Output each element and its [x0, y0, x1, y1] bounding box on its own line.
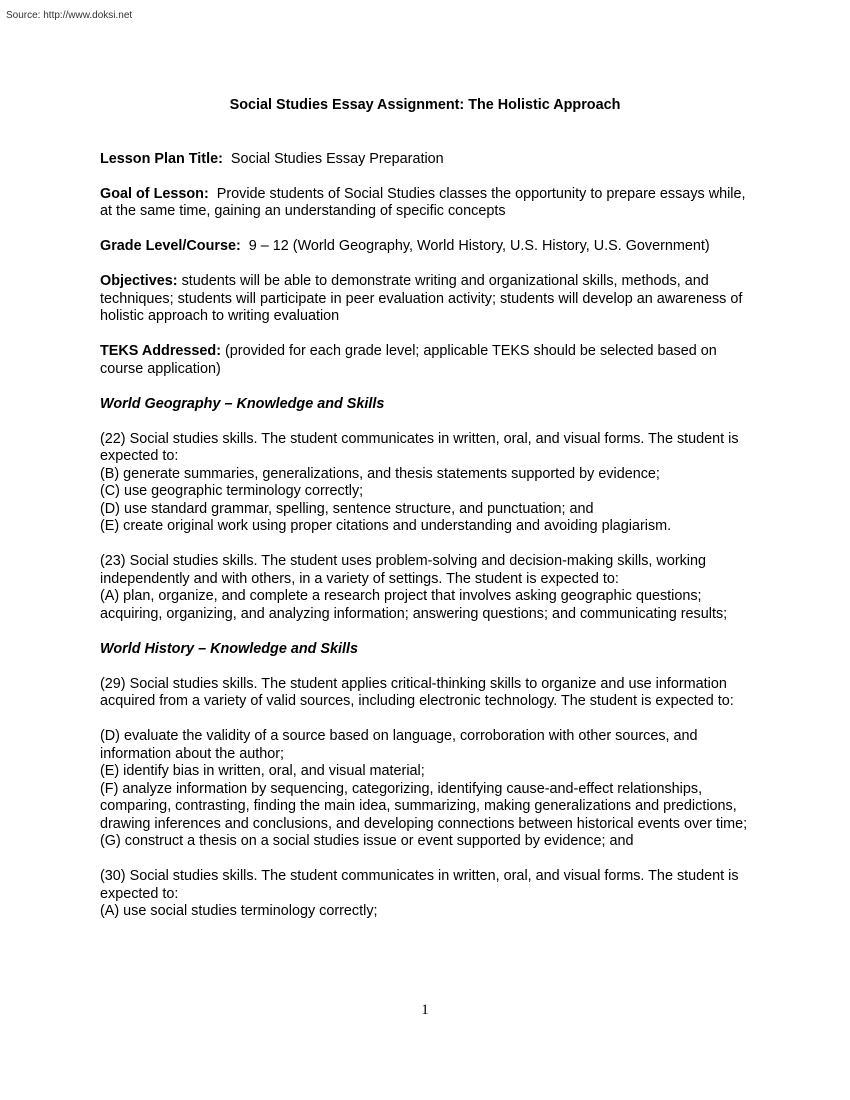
- field-teks-addressed: [100, 343, 760, 378]
- teks-intro: (23) Social studies skills. The student uses problem-solving and decision-making skills, working independently and with others, in a variety of settings. The student is expected to:: [100, 553, 707, 587]
- teks-item: (A) plan, organize, and complete a research project that involves asking geographic questions; acquiring, organizing, and analyzing information; answering questions; and communicating results;: [100, 588, 728, 622]
- document-title: Social Studies Essay Assignment: The Holistic Approach: [229, 97, 621, 113]
- field-label: Goal of Lesson:: [100, 185, 209, 202]
- field-label: TEKS Addressed:: [100, 343, 222, 359]
- teks-item: (E) create original work using proper citations and understanding and avoiding plagiarism.: [100, 518, 672, 534]
- teks-item: (E) identify bias in written, oral, and visual material;: [100, 763, 425, 779]
- teks-block-29-items: [100, 728, 760, 851]
- teks-item: (B) generate summaries, generalizations, and thesis statements supported by evidence;: [100, 465, 660, 482]
- teks-block-29: [100, 676, 760, 711]
- teks-item: (G) construct a thesis on a social studies issue or event supported by evidence; and: [100, 833, 634, 849]
- field-label: Objectives:: [100, 273, 178, 289]
- field-objectives: [100, 273, 760, 326]
- teks-item: (F) analyze information by sequencing, categorizing, identifying cause-and-effect relationships, comparing, contrasting, finding the main idea, summarizing, making generalizations and predictions, drawing inferences and conclusions, and developing connections between historical events over time;: [100, 780, 748, 832]
- teks-intro: (30) Social studies skills. The student communicates in written, oral, and visual forms. The student is expected to:: [100, 868, 739, 902]
- field-label: Grade Level/Course:: [100, 238, 241, 254]
- teks-intro: (22) Social studies skills. The student communicates in written, oral, and visual forms. The student is expected to:: [100, 430, 739, 464]
- field-value: Social Studies Essay Preparation: [230, 150, 444, 167]
- teks-block-23: [100, 553, 760, 623]
- field-value: (provided for each grade level; applicable TEKS should be selected based on course application): [100, 343, 717, 377]
- document-body: [100, 97, 760, 938]
- teks-item: (D) use standard grammar, spelling, sentence structure, and punctuation; and: [100, 500, 594, 517]
- teks-item: (D) evaluate the validity of a source based on language, corroboration with other sources, and information about the author;: [100, 728, 698, 762]
- field-value: Provide students of Social Studies classes the opportunity to prepare essays while, at the same time, gaining an understanding of specific concepts: [100, 185, 746, 219]
- field-value: students will be able to demonstrate writing and organizational skills, methods, and techniques; students will participate in peer evaluation activity; students will develop an awareness of holistic approach to writing evaluation: [100, 273, 743, 324]
- section-heading-world-history: World History – Knowledge and Skills: [100, 640, 359, 657]
- field-label: Lesson Plan Title:: [100, 150, 223, 167]
- source-url: Source: http://www.doksi.net: [6, 10, 133, 21]
- teks-intro: (29) Social studies skills. The student applies critical-thinking skills to organize and use information acquired from a variety of valid sources, including electronic technology. The student is expected to:: [100, 675, 734, 709]
- teks-block-22: [100, 431, 760, 536]
- section-heading-world-geography: World Geography – Knowledge and Skills: [100, 395, 385, 412]
- field-lesson-plan-title: [100, 151, 760, 169]
- field-goal-of-lesson: [100, 186, 760, 221]
- teks-item: (A) use social studies terminology correctly;: [100, 903, 378, 919]
- field-grade-level: [100, 238, 760, 256]
- teks-block-30: [100, 868, 760, 921]
- page-number: 1: [421, 1002, 429, 1018]
- field-value: 9 – 12 (World Geography, World History, U.S. History, U.S. Government): [248, 238, 710, 254]
- teks-item: (C) use geographic terminology correctly;: [100, 483, 364, 499]
